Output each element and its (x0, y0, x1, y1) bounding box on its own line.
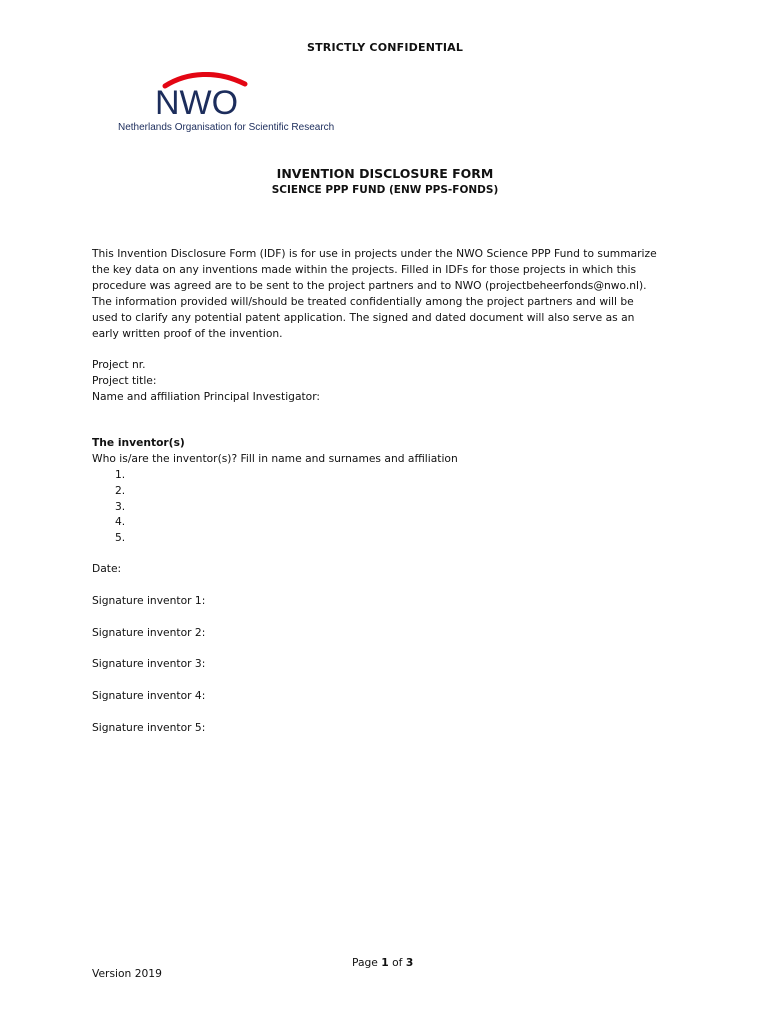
inventors-question: Who is/are the inventor(s)? Fill in name and surnames and affiliation (92, 452, 458, 465)
page-title: INVENTION DISCLOSURE FORM (276, 166, 494, 181)
page-of: of (392, 956, 403, 969)
list-item: 3. (115, 499, 126, 513)
logo-tagline: Netherlands Organisation for Scientific Research (118, 122, 335, 133)
page-subtitle: SCIENCE PPP FUND (ENW PPS-FONDS) (271, 184, 499, 196)
inventors-heading: The inventor(s) (92, 436, 185, 449)
nwo-logo (117, 72, 357, 136)
principal-investigator-label: Name and affiliation Principal Investigator: (92, 390, 321, 403)
intro-line: used to clarify any potential patent application. The signed and dated document will also serve as an (92, 311, 635, 324)
list-item: 2. (115, 483, 126, 497)
date-label: Date: (92, 562, 122, 575)
intro-paragraph (92, 246, 692, 342)
page-prefix: Page (352, 956, 378, 969)
intro-line: early written proof of the invention. (92, 327, 283, 340)
project-fields (92, 357, 692, 405)
signature-inventor-2: Signature inventor 2: (92, 626, 206, 639)
project-nr-label: Project nr. (92, 358, 146, 371)
intro-line: procedure was agreed are to be sent to the project partners and to NWO (projectbeheerfonds@nwo.nl). (92, 279, 647, 292)
signature-inventor-5: Signature inventor 5: (92, 721, 206, 734)
intro-line: the key data on any inventions made within the projects. Filled in IDFs for those projects in which this (92, 263, 637, 276)
intro-line: This Invention Disclosure Form (IDF) is for use in projects under the NWO Science PPP Fund to summarize (92, 247, 657, 260)
nwo-logo-graphic (117, 72, 357, 136)
confidentiality-header: STRICTLY CONFIDENTIAL (306, 41, 464, 54)
list-item: 4. (115, 515, 126, 529)
signature-inventor-1: Signature inventor 1: (92, 594, 206, 607)
signature-inventor-4: Signature inventor 4: (92, 689, 206, 702)
logo-mark: NWO (155, 84, 239, 122)
list-item: 1. (115, 468, 126, 481)
page-number (352, 956, 413, 969)
version-label: Version 2019 (92, 967, 162, 980)
project-title-label: Project title: (92, 374, 157, 387)
list-item: 5. (115, 531, 126, 545)
page-total: 3 (405, 956, 414, 969)
intro-line: The information provided will/should be treated confidentially among the project partners and will be (92, 295, 634, 308)
signature-inventor-3: Signature inventor 3: (92, 657, 206, 670)
page-current: 1 (381, 956, 389, 969)
inventors-list (115, 467, 125, 546)
